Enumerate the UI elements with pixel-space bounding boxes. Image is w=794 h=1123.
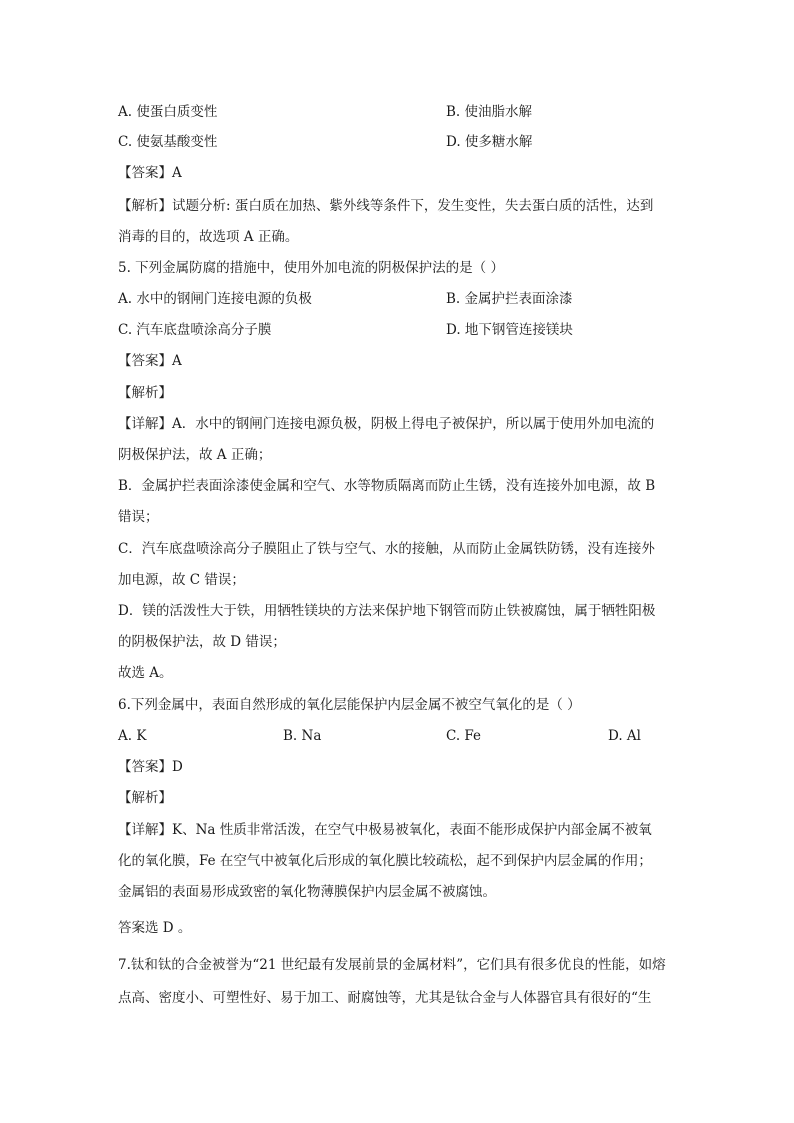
q5-question: 5. 下列金属防腐的措施中，使用外加电流的阴极保护法的是（ ） — [118, 260, 504, 276]
q5-analysis-heading: 【解析】 — [118, 385, 172, 401]
q5-conclusion: 故选 A。 — [118, 665, 173, 681]
q6-answer: 【答案】D — [118, 759, 183, 775]
q5-detail-line: 【详解】A．水中的钢闸门连接电源负极，阴极上得电子被保护，所以属于使用外加电流的 — [118, 416, 655, 432]
q5-answer: 【答案】A — [118, 353, 182, 369]
q4-option-a: A. 使蛋白质变性 — [118, 104, 218, 120]
q5-detail-line: 错误； — [118, 509, 159, 525]
q7-question-line: 点高、密度小、可塑性好、易于加工、耐腐蚀等，尤其是钛合金与人体器官具有很好的“生 — [118, 990, 652, 1006]
q5-detail-line: D．镁的活泼性大于铁，用牺牲镁块的方法来保护地下钢管而防止铁被腐蚀，属于牺牲阳极 — [118, 603, 656, 619]
q7-question-line: 7.钛和钛的合金被誉为“21 世纪最有发展前景的金属材料”，它们具有很多优良的性能，如熔 — [118, 957, 666, 973]
q6-option-a: A. K — [118, 728, 147, 744]
q5-detail-line: B．金属护拦表面涂漆使金属和空气、水等物质隔离而防止生锈，没有连接外加电源，故 B — [118, 478, 656, 494]
q5-option-d: D. 地下钢管连接镁块 — [446, 322, 573, 338]
q4-answer: 【答案】A — [118, 165, 182, 181]
q6-option-b: B. Na — [283, 728, 322, 744]
q5-option-c: C. 汽车底盘喷涂高分子膜 — [118, 322, 272, 338]
q5-detail-line: 的阴极保护法，故 D 错误； — [118, 634, 286, 650]
q4-option-b: B. 使油脂水解 — [446, 104, 533, 120]
q6-analysis-heading: 【解析】 — [118, 790, 172, 806]
q6-conclusion: 答案选 D 。 — [118, 920, 192, 936]
q5-option-a: A. 水中的钢闸门连接电源的负极 — [118, 291, 312, 307]
q4-analysis-line: 消毒的目的，故选项 A 正确。 — [118, 229, 299, 245]
q6-detail-line: 金属铝的表面易形成致密的氧化物薄膜保护内层金属不被腐蚀。 — [118, 884, 496, 900]
q5-option-b: B. 金属护拦表面涂漆 — [446, 291, 573, 307]
q6-detail-line: 化的氧化膜，Fe 在空气中被氧化后形成的氧化膜比较疏松，起不到保护内层金属的作用； — [118, 853, 652, 869]
q4-option-d: D. 使多糖水解 — [446, 134, 533, 150]
q5-detail-line: 加电源，故 C 错误； — [118, 572, 245, 588]
q6-option-c: C. Fe — [446, 728, 482, 744]
q6-detail-line: 【详解】K、Na 性质非常活泼，在空气中极易被氧化，表面不能形成保护内部金属不被氧 — [118, 822, 652, 838]
q4-option-c: C. 使氨基酸变性 — [118, 134, 218, 150]
q5-detail-line: 阴极保护法，故 A 正确； — [118, 447, 272, 463]
q5-detail-line: C．汽车底盘喷涂高分子膜阻止了铁与空气、水的接触，从而防止金属铁防锈，没有连接外 — [118, 541, 655, 557]
q4-analysis-line: 【解析】试题分析: 蛋白质在加热、紫外线等条件下，发生变性，失去蛋白质的活性，达到 — [118, 198, 654, 214]
q6-option-d: D. Al — [608, 728, 641, 744]
q6-question: 6.下列金属中，表面自然形成的氧化层能保护内层金属不被空气氧化的是（ ） — [118, 697, 581, 713]
